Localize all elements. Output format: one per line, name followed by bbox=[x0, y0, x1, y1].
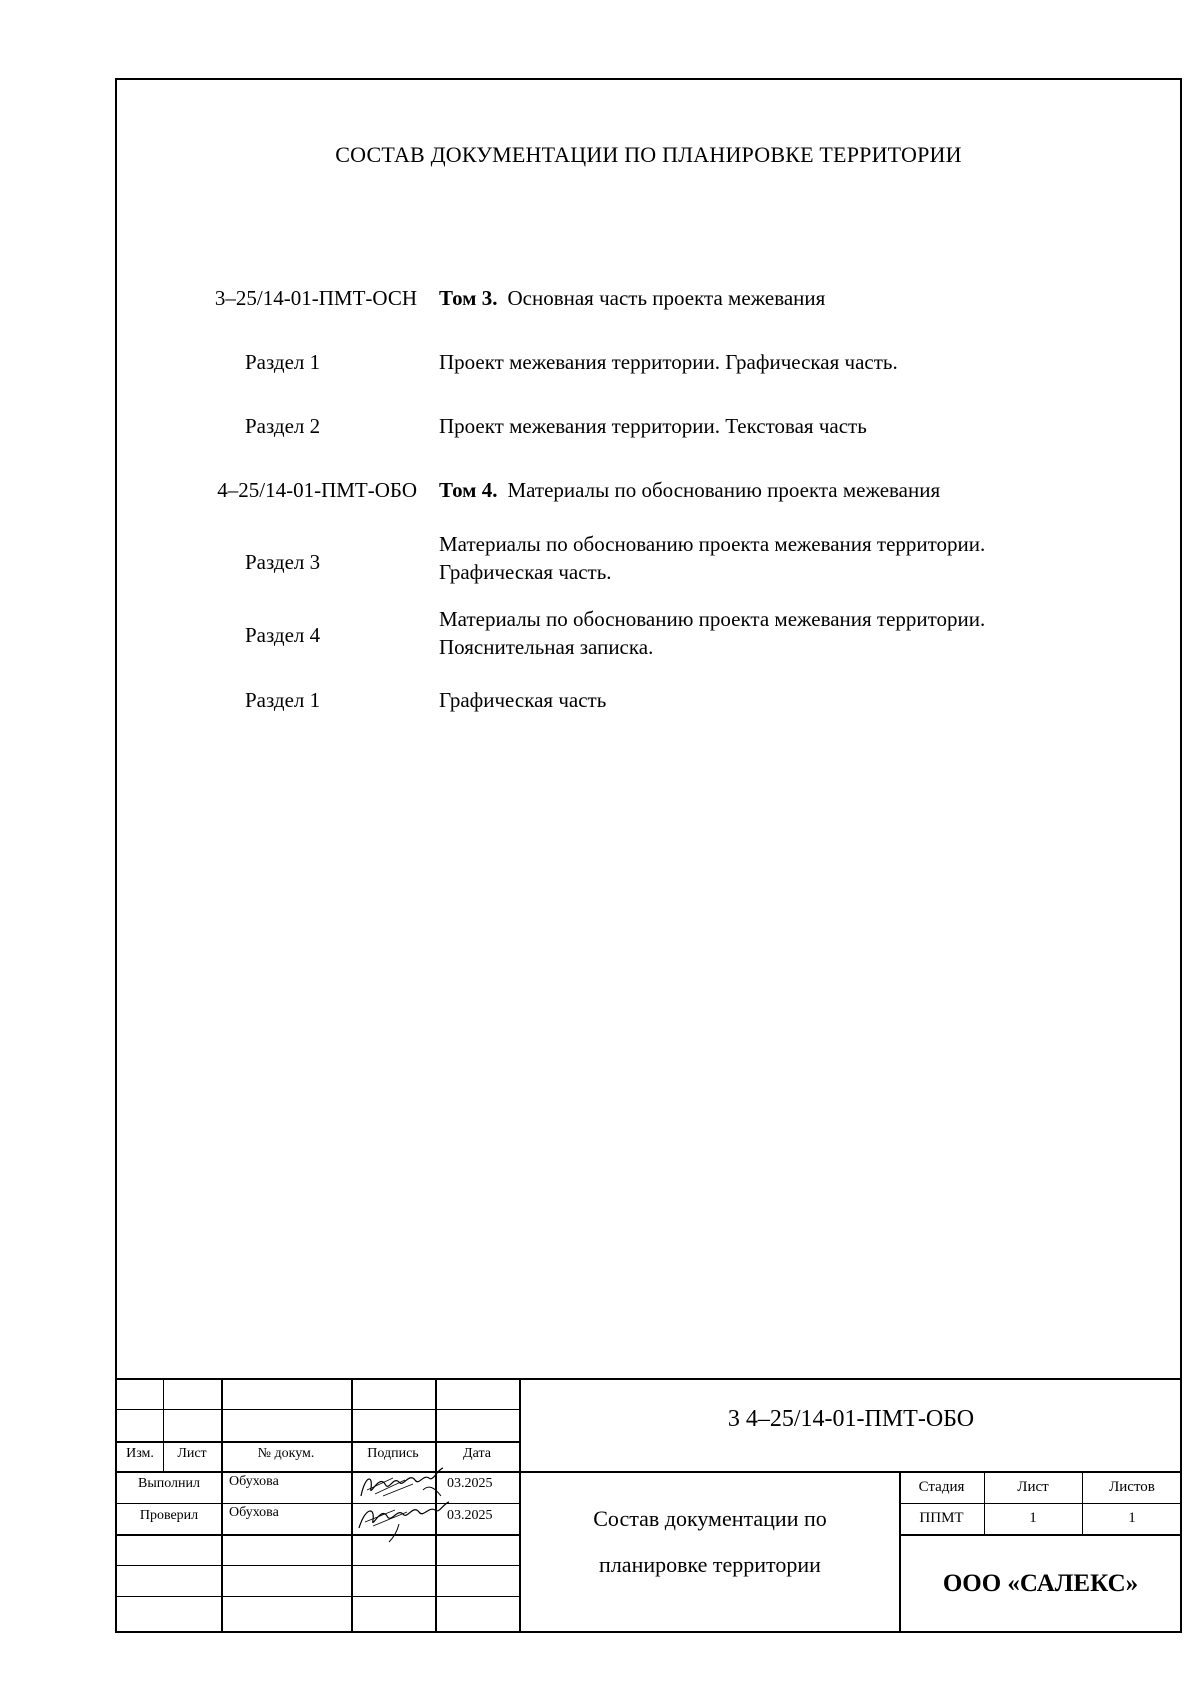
stamp-line bbox=[221, 1378, 223, 1633]
document-title: СОСТАВ ДОКУМЕНТАЦИИ ПО ПЛАНИРОВКЕ ТЕРРИТОРИИ bbox=[335, 142, 962, 167]
entry-description: Проект межевания территории. Текстовая часть bbox=[439, 414, 867, 438]
signer-name: Обухова bbox=[229, 1474, 279, 1489]
volume-description: Основная часть проекта межевания bbox=[507, 286, 826, 310]
entry-row bbox=[117, 530, 1180, 590]
sheets-header: Листов bbox=[1109, 1479, 1155, 1495]
entry-description bbox=[439, 605, 1139, 661]
sheets-value: 1 bbox=[1128, 1510, 1136, 1526]
entry-row bbox=[117, 605, 1180, 665]
entry-description-line1: Материалы по обоснованию проекта межевания территории. bbox=[439, 532, 986, 556]
section-label: Раздел 3 bbox=[245, 550, 321, 574]
role-checked: Проверил bbox=[139, 1508, 199, 1523]
title-block bbox=[117, 1378, 1182, 1633]
document-code: 3 4–25/14-01-ПМТ-ОБО bbox=[727, 1406, 975, 1432]
header-list: Лист bbox=[177, 1446, 207, 1461]
volume-label: Том 3. bbox=[439, 286, 498, 310]
section-label: Раздел 4 bbox=[245, 623, 321, 647]
stamp-line bbox=[117, 1441, 520, 1443]
drawing-frame bbox=[115, 78, 1182, 1633]
section-label: Раздел 2 bbox=[245, 414, 321, 438]
stamp-line bbox=[117, 1565, 520, 1566]
section-label: Раздел 1 bbox=[245, 688, 321, 712]
signature-image bbox=[353, 1496, 453, 1544]
stamp-title-line2: планировке территории bbox=[599, 1552, 821, 1577]
header-signature: Подпись bbox=[367, 1446, 419, 1461]
stamp-title bbox=[520, 1496, 900, 1588]
entry-description bbox=[439, 530, 1139, 586]
header-date: Дата bbox=[463, 1446, 491, 1461]
signer-name: Обухова bbox=[229, 1505, 279, 1520]
stamp-line bbox=[117, 1534, 520, 1536]
entry-description bbox=[439, 284, 1139, 312]
stage-header: Стадия bbox=[918, 1479, 965, 1495]
entry-description-line2: Графическая часть. bbox=[439, 560, 612, 584]
stamp-line bbox=[117, 1471, 1182, 1473]
stamp-title-line1: Состав документации по bbox=[593, 1506, 827, 1531]
header-doc-no: № докум. bbox=[257, 1446, 315, 1461]
header-izm: Изм. bbox=[126, 1446, 154, 1461]
entry-description bbox=[439, 476, 1139, 504]
sign-date: 03.2025 bbox=[447, 1476, 493, 1491]
stamp-line bbox=[899, 1534, 1182, 1536]
sign-date: 03.2025 bbox=[447, 1508, 493, 1523]
entry-description-line1: Материалы по обоснованию проекта межевания территории. bbox=[439, 607, 986, 631]
volume-code: 4–25/14-01-ПМТ-ОБО bbox=[217, 478, 417, 502]
stamp-line bbox=[117, 1409, 520, 1410]
role-performed: Выполнил bbox=[137, 1476, 200, 1491]
stamp-line bbox=[117, 1378, 1182, 1380]
entry-description: Проект межевания территории. Графическая часть. bbox=[439, 350, 898, 374]
entry-description: Графическая часть bbox=[439, 688, 607, 712]
company-name: ООО «САЛЕКС» bbox=[942, 1570, 1139, 1597]
volume-description: Материалы по обоснованию проекта межевания bbox=[507, 478, 941, 502]
stamp-line bbox=[117, 1596, 520, 1597]
section-label: Раздел 1 bbox=[245, 350, 321, 374]
stage-value: ППМТ bbox=[919, 1510, 964, 1526]
sheet-value: 1 bbox=[1029, 1510, 1037, 1526]
volume-label: Том 4. bbox=[439, 478, 498, 502]
volume-code: 3–25/14-01-ПМТ-ОСН bbox=[214, 286, 417, 310]
sheet-header: Лист bbox=[1017, 1479, 1049, 1495]
stamp-line bbox=[899, 1503, 1182, 1504]
stamp-line bbox=[117, 1503, 520, 1504]
entry-description-line2: Пояснительная записка. bbox=[439, 635, 654, 659]
